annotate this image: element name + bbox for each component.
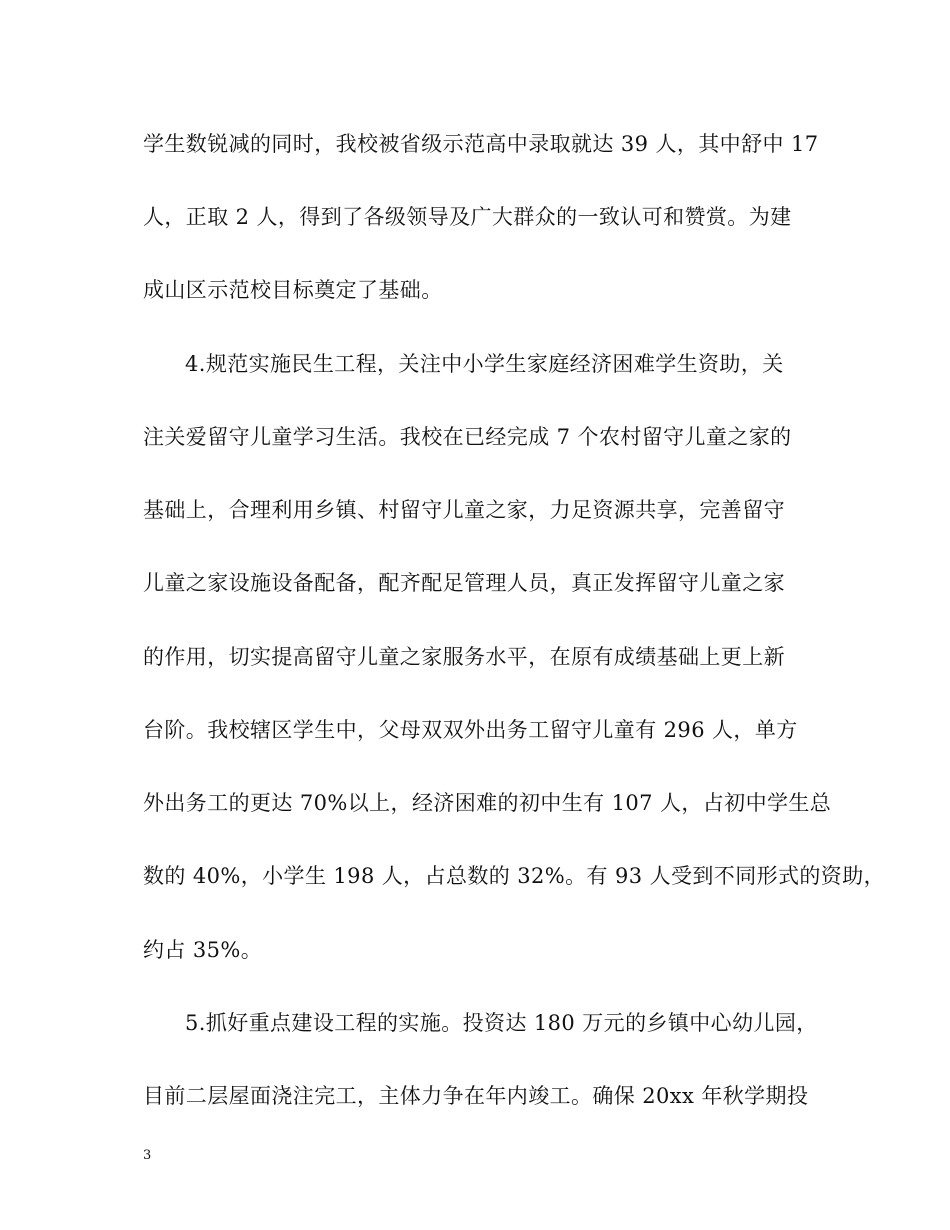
page-number: 3 <box>143 1148 152 1163</box>
text-line-6: 基础上，合理利用乡镇、村留守儿童之家，力足资源共享，完善留守 <box>143 498 785 522</box>
text-line-3: 成山区示范校目标奠定了基础。 <box>143 278 443 302</box>
text-line-1: 学生数锐减的同时，我校被省级示范高中录取就达 39 人，其中舒中 17 <box>143 132 819 156</box>
text-line-4: 4.规范实施民生工程，关注中小学生家庭经济困难学生资助，关 <box>185 352 784 376</box>
text-line-9: 台阶。我校辖区学生中，父母双双外出务工留守儿童有 296 人，单方 <box>143 718 798 742</box>
text-line-7: 儿童之家设施设备配备，配齐配足管理人员，真正发挥留守儿童之家 <box>143 571 785 595</box>
text-line-11: 数的 40%，小学生 198 人，占总数的 32%。有 93 人受到不同形式的资助， <box>143 864 886 888</box>
text-line-8: 的作用，切实提高留守儿童之家服务水平，在原有成绩基础上更上新 <box>143 645 785 669</box>
text-line-13: 5.抓好重点建设工程的实施。投资达 180 万元的乡镇中心幼儿园， <box>185 1011 818 1035</box>
text-line-12: 约占 35%。 <box>143 938 263 962</box>
text-line-5: 注关爱留守儿童学习生活。我校在已经完成 7 个农村留守儿童之家的 <box>143 425 792 449</box>
text-line-14: 目前二层屋面浇注完工，主体力争在年内竣工。确保 20xx 年秋学期投 <box>143 1084 809 1108</box>
text-line-2: 人，正取 2 人，得到了各级领导及广大群众的一致认可和赞赏。为建 <box>143 205 792 229</box>
text-line-10: 外出务工的更达 70%以上，经济困难的初中生有 107 人，占初中学生总 <box>143 791 832 815</box>
